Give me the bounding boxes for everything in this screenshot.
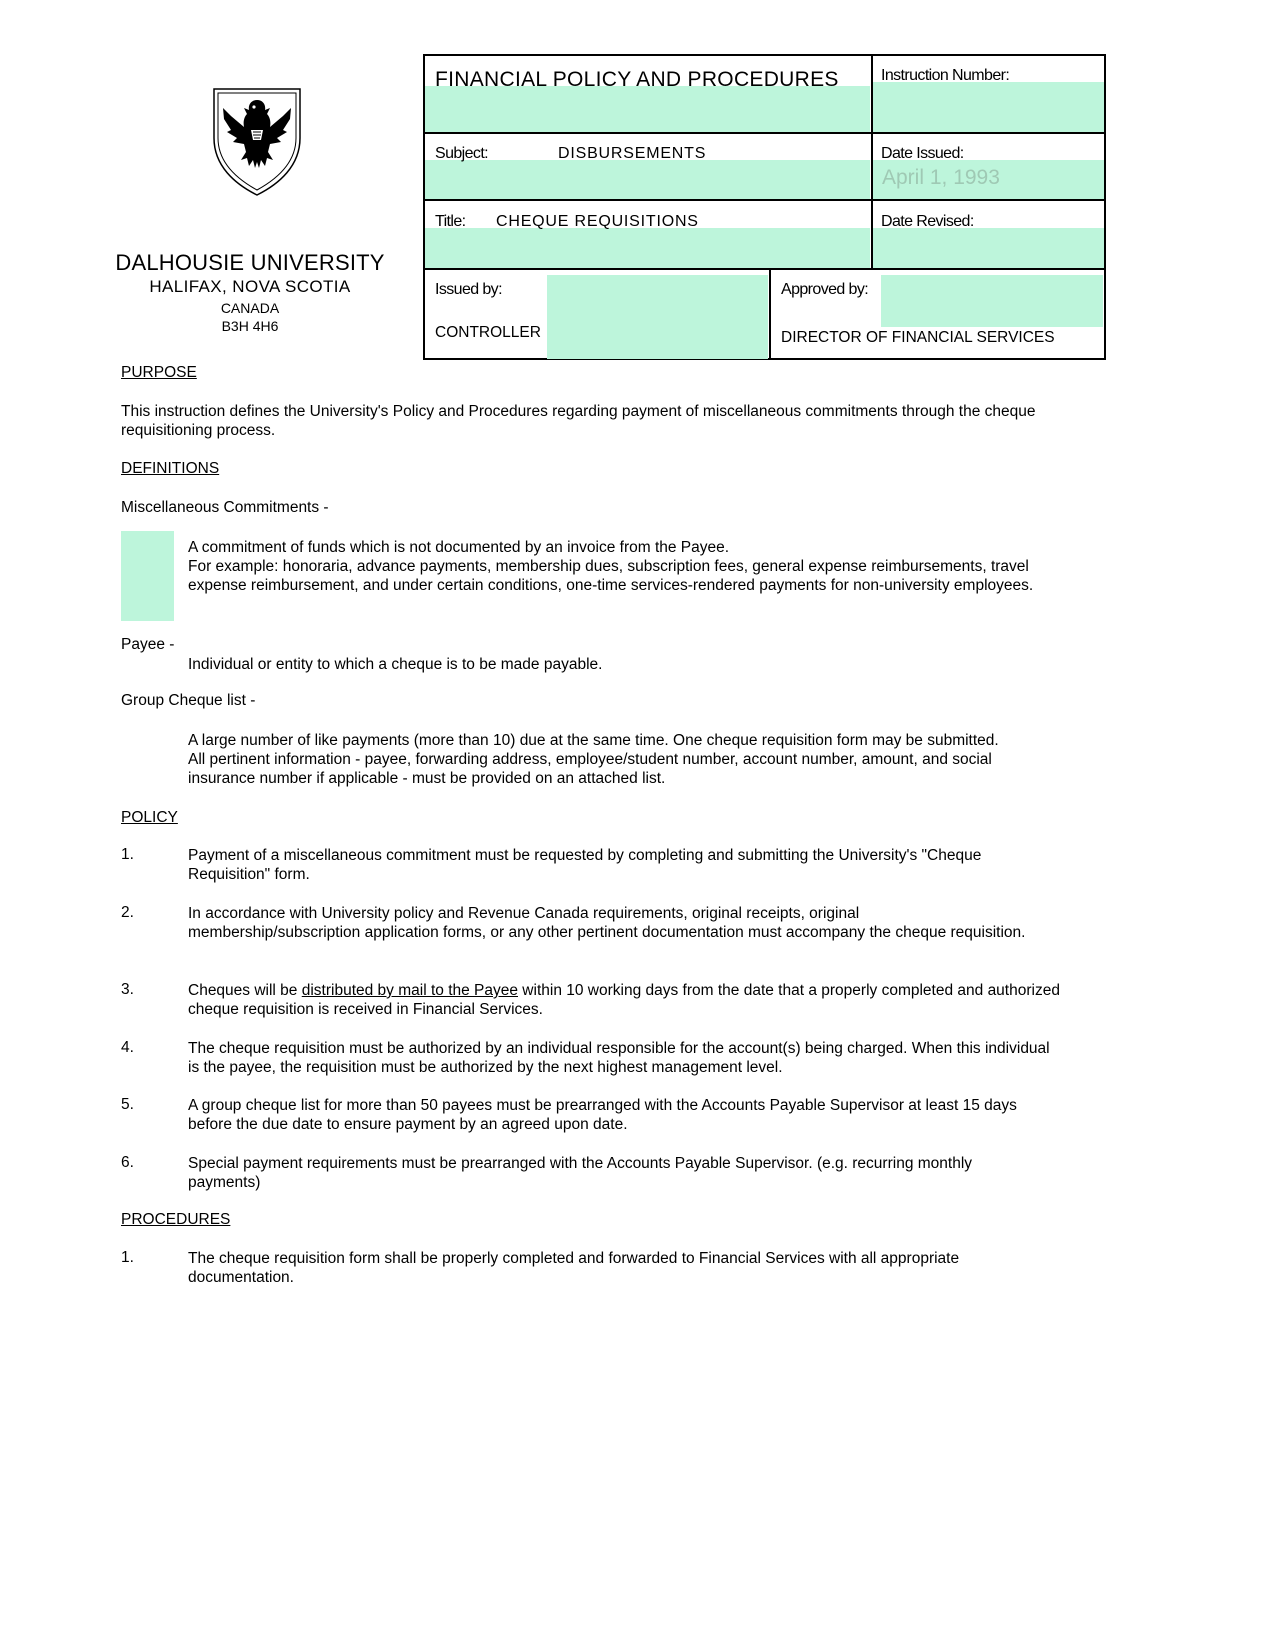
policy-item-4-text: The cheque requisition must be authorized by an individual responsible for the account(s) being charged. When this individual is the payee, the requisition must be authorized by the next highest management level.	[188, 1040, 1050, 1076]
title-value-field[interactable]	[425, 228, 870, 268]
purpose-heading: PURPOSE	[121, 364, 197, 381]
university-crest-icon	[211, 86, 303, 198]
policy-item-1-text: Payment of a miscellaneous commitment must be requested by completing and submitting the University's "Cheque Requisition" form.	[188, 847, 982, 883]
instruction-number-label: Instruction Number:	[881, 67, 1010, 84]
group-cheque-term: Group Cheque list -	[121, 692, 256, 709]
policy-item-3-text	[188, 981, 1068, 1019]
purpose-text: This instruction defines the University's Policy and Procedures regarding payment of miscellaneous commitments through the cheque requisitioning process.	[121, 403, 1036, 439]
payee-text: Individual or entity to which a cheque is to be made payable.	[188, 656, 603, 673]
issued-by-value: CONTROLLER	[435, 324, 541, 341]
university-country: CANADA	[220, 300, 280, 316]
policy-item-6-num: 6.	[121, 1154, 134, 1171]
subject-value: DISBURSEMENTS	[558, 145, 707, 162]
issued-by-field[interactable]	[547, 275, 768, 359]
definition-marker-field[interactable]	[121, 531, 174, 621]
policy-item-3-pre: Cheques will be	[188, 982, 302, 999]
subject-label: Subject:	[435, 145, 489, 162]
policy-item-4-num: 4.	[121, 1039, 134, 1056]
policy-heading: POLICY	[121, 809, 178, 826]
procedures-item-1-text: The cheque requisition form shall be properly completed and forwarded to Financial Services with all appropriate documentation.	[188, 1250, 960, 1286]
university-name: DALHOUSIE UNIVERSITY	[115, 250, 385, 275]
date-issued-label: Date Issued:	[881, 145, 964, 162]
issued-by-label: Issued by:	[435, 281, 502, 298]
university-postal: B3H 4H6	[221, 318, 279, 334]
title-value: CHEQUE REQUISITIONS	[496, 213, 699, 230]
group-cheque-text: A large number of like payments (more than 10) due at the same time. One cheque requisition form may be submitted. All pertinent information - payee, forwarding address, employee/student number, account number, amount, and social insurance number if applicable - must be provided on an attached list.	[188, 732, 999, 787]
policy-item-6-text: Special payment requirements must be prearranged with the Accounts Payable Supervisor. (e.g. recurring monthly payments)	[188, 1155, 973, 1191]
policy-item-3-underlined: distributed by mail to the Payee	[301, 982, 518, 999]
policy-item-3-post: within 10 working days from the date that a properly completed and authorized cheque requisition is received in Financial Services.	[188, 982, 1060, 1018]
subject-field[interactable]	[425, 160, 870, 199]
date-issued-value[interactable]: April 1, 1993	[882, 166, 1000, 189]
policy-item-1-num: 1.	[121, 846, 134, 863]
policy-item-5-num: 5.	[121, 1096, 134, 1113]
payee-term: Payee -	[121, 636, 175, 653]
date-revised-field[interactable]	[873, 228, 1104, 268]
misc-commitments-line2: For example: honoraria, advance payments, membership dues, subscription fees, general expense reimbursements, travel expense reimbursement, and under certain conditions, one-time services-rendered payments for non-university employees.	[188, 558, 1034, 594]
misc-commitments-line1: A commitment of funds which is not documented by an invoice from the Payee.	[188, 539, 730, 556]
instruction-number-field[interactable]	[873, 82, 1104, 132]
procedures-heading: PROCEDURES	[121, 1211, 231, 1228]
policy-item-3-num: 3.	[121, 981, 134, 998]
policy-item-2-num: 2.	[121, 904, 134, 921]
approved-by-value: DIRECTOR OF FINANCIAL SERVICES	[781, 329, 1055, 346]
misc-commitments-term: Miscellaneous Commitments -	[121, 499, 329, 516]
university-city: HALIFAX, NOVA SCOTIA	[149, 277, 351, 296]
date-revised-label: Date Revised:	[881, 213, 974, 230]
title-field[interactable]	[425, 86, 870, 132]
policy-item-2-text: In accordance with University policy and Revenue Canada requirements, original receipts, original membership/subscription application forms, or any other pertinent documentation must accompany the cheque requisition.	[188, 905, 1026, 941]
main-title: FINANCIAL POLICY AND PROCEDURES	[435, 68, 839, 91]
approved-by-label: Approved by:	[781, 281, 869, 298]
title-label: Title:	[435, 213, 466, 230]
policy-item-5-text: A group cheque list for more than 50 payees must be prearranged with the Accounts Payable Supervisor at least 15 days before the due date to ensure payment by an agreed upon date.	[188, 1097, 1017, 1133]
approved-by-field[interactable]	[881, 275, 1103, 327]
definitions-heading: DEFINITIONS	[121, 460, 220, 477]
procedures-item-1-num: 1.	[121, 1249, 134, 1266]
